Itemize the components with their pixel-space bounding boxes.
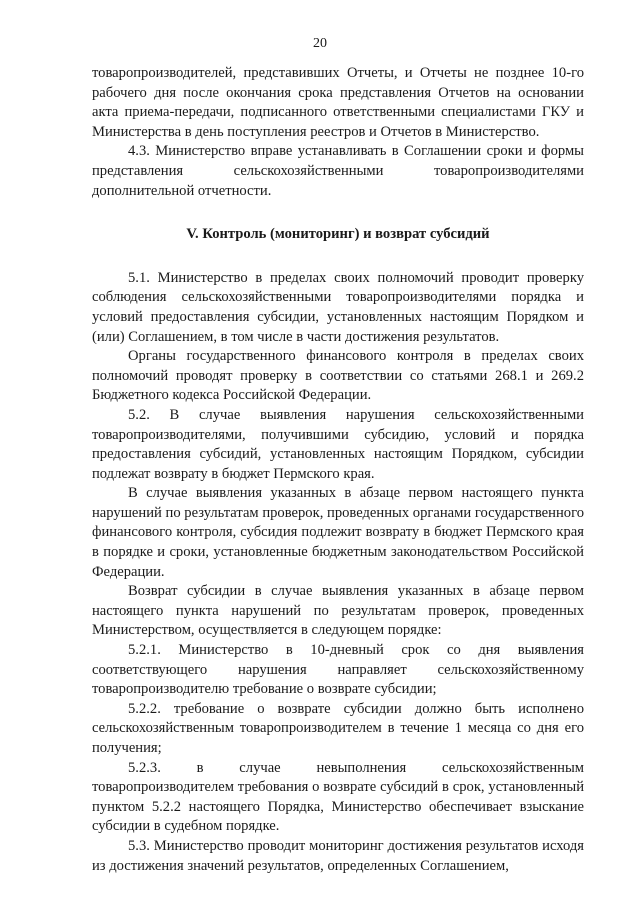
paragraph-continuation: товаропроизводителей, представивших Отчеты, и Отчеты не позднее 10-го рабочего дня после окончания срока представления Отчетов на основании акта приема-передачи, подписанного ответственными специалистами ГКУ и Министерства в день поступления реестров и Отчетов в Министерство. bbox=[92, 65, 584, 140]
paragraph-return-order: Возврат субсидии в случае выявления указанных в абзаце первом настоящего пункта нарушений по результатам проверок, проведенных Министерством, осуществляется в следующем порядке: bbox=[92, 583, 584, 639]
paragraph-5-1: 5.1. Министерство в пределах своих полномочий проводит проверку соблюдения сельскохозяйственными товаропроизводителями порядка и условий предоставления субсидии, установленных настоящим Порядком и (или) Соглашением, в том числе в части достижения результатов. bbox=[92, 269, 584, 345]
paragraph-5-2-3: 5.2.3. в случае невыполнения сельскохозяйственным товаропроизводителем требования о возврате субсидий в срок, установленный пунктом 5.2.2 настоящего Порядка, Министерство обеспечивает взыскание субсидии в судебном порядке. bbox=[92, 759, 584, 835]
section-heading: V. Контроль (мониторинг) и возврат субсидий bbox=[186, 226, 490, 243]
paragraph-5-2-2: 5.2.2. требование о возврате субсидии должно быть исполнено сельскохозяйственным товаропроизводителем в течение 1 месяца со дня его получения; bbox=[92, 700, 584, 756]
paragraph-violation-return: В случае выявления указанных в абзаце первом настоящего пункта нарушений по результатам проверок, проведенных органами государственного финансового контроля, субсидия подлежит возврату в бюджет Пермского края в порядке и сроки, установленные бюджетным законодательством Российской Федерации. bbox=[92, 485, 584, 580]
paragraph-financial-control: Органы государственного финансового контроля в пределах своих полномочий проводят проверку в соответствии со статьями 268.1 и 269.2 Бюджетного кодекса Российской Федерации. bbox=[92, 348, 584, 404]
paragraph-5-2: 5.2. В случае выявления нарушения сельскохозяйственными товаропроизводителями, получившими субсидию, условий и порядка предоставления субсидий, установленных настоящим Порядком, субсидии подлежат возврату в бюджет Пермского края. bbox=[92, 406, 584, 482]
paragraph-5-2-1: 5.2.1. Министерство в 10-дневный срок со дня выявления соответствующего нарушения направляет сельскохозяйственному товаропроизводителю требование о возврате субсидии; bbox=[92, 642, 584, 698]
page-number: 20 bbox=[313, 36, 327, 51]
paragraph-5-3: 5.3. Министерство проводит мониторинг достижения результатов исходя из достижения значений результатов, определенных Соглашением, bbox=[92, 837, 584, 874]
document-body bbox=[92, 64, 584, 876]
paragraph-4-3: 4.3. Министерство вправе устанавливать в Соглашении сроки и формы представления сельскохозяйственными товаропроизводителями дополнительной отчетности. bbox=[92, 143, 584, 199]
